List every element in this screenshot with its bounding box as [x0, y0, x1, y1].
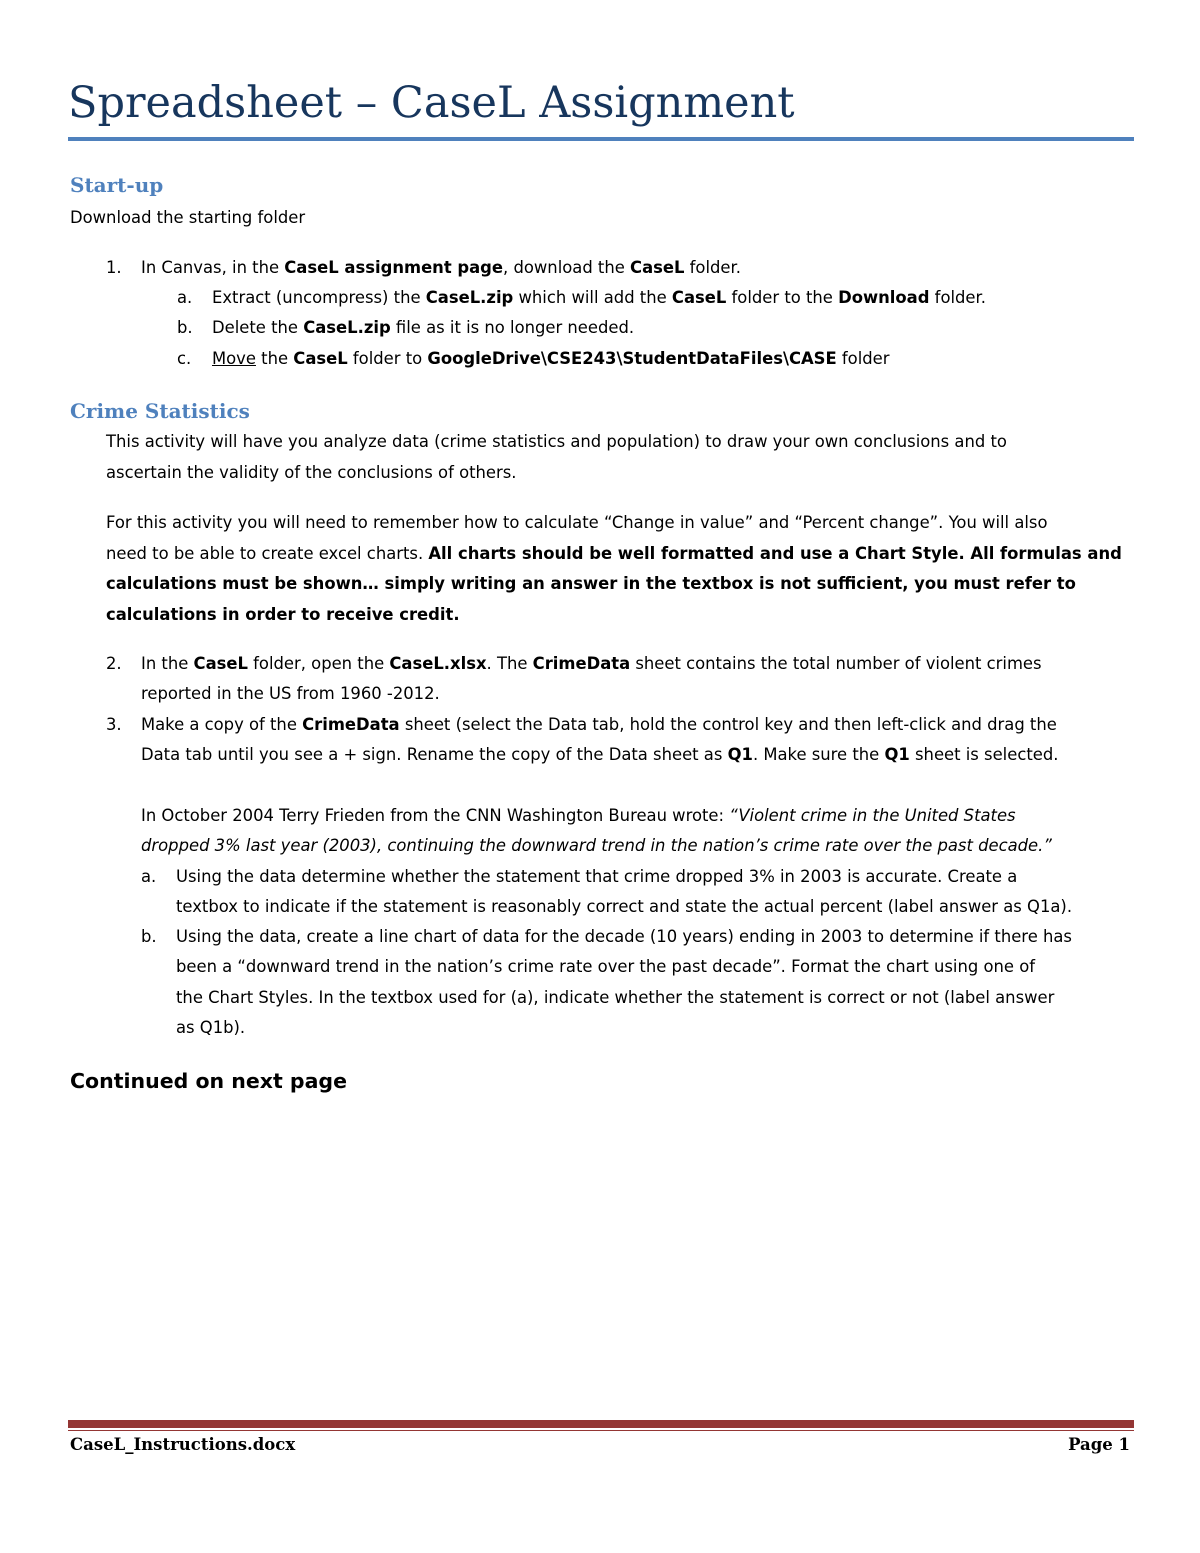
document-title: Spreadsheet – CaseL Assignment	[68, 78, 795, 128]
footer-page-number: Page 1	[1068, 1435, 1130, 1454]
footer-filename: CaseL_Instructions.docx	[70, 1435, 296, 1454]
quote-line: dropped 3% last year (2003), continuing the downward trend in the nation’s crime rate over the past decade.”	[141, 836, 1052, 855]
step3b-text: the Chart Styles. In the textbox used for (a), indicate whether the statement is correct or not (label answer	[176, 988, 1055, 1007]
step1-text: In Canvas, in the CaseL assignment page, download the CaseL folder.	[141, 258, 741, 277]
quote-line: In October 2004 Terry Frieden from the CNN Washington Bureau wrote: “Violent crime in the United States	[141, 806, 1016, 825]
requirements-paragraph-line: calculations must be shown… simply writing an answer in the textbox is not sufficient, you must refer to	[106, 574, 1076, 593]
step1c-text: Move the CaseL folder to GoogleDrive\CSE243\StudentDataFiles\CASE folder	[212, 349, 890, 368]
step3-number: 3.	[106, 715, 122, 734]
step3b-letter: b.	[141, 927, 157, 946]
crime-statistics-heading: Crime Statistics	[70, 399, 250, 423]
requirements-paragraph-line: need to be able to create excel charts. All charts should be well formatted and use a Chart Style. All formulas and	[106, 544, 1122, 563]
step1a-letter: a.	[177, 288, 193, 307]
intro-paragraph-line: This activity will have you analyze data (crime statistics and population) to draw your own conclusions and to	[106, 432, 1007, 451]
step3b-text: Using the data, create a line chart of data for the decade (10 years) ending in 2003 to determine if there has	[176, 927, 1072, 946]
step3-text: Make a copy of the CrimeData sheet (select the Data tab, hold the control key and then left-click and drag the	[141, 715, 1057, 734]
requirements-paragraph-line: calculations in order to receive credit.	[106, 605, 460, 624]
step1c-letter: c.	[177, 349, 192, 368]
intro-paragraph-line: ascertain the validity of the conclusions of others.	[106, 463, 517, 482]
step3a-text: Using the data determine whether the statement that crime dropped 3% in 2003 is accurate. Create a	[176, 867, 1018, 886]
footer-rule-thin	[68, 1430, 1134, 1431]
step3a-text: textbox to indicate if the statement is reasonably correct and state the actual percent (label answer as Q1a).	[176, 897, 1073, 916]
startup-intro: Download the starting folder	[70, 208, 306, 227]
title-underline	[68, 137, 1134, 141]
startup-heading: Start-up	[70, 173, 164, 197]
requirements-paragraph-line: For this activity you will need to remember how to calculate “Change in value” and “Percent change”. You will also	[106, 513, 1048, 532]
step1a-text: Extract (uncompress) the CaseL.zip which will add the CaseL folder to the Download folder.	[212, 288, 986, 307]
step2-number: 2.	[106, 654, 122, 673]
step1b-text: Delete the CaseL.zip file as it is no longer needed.	[212, 318, 635, 337]
step3-text-line2: Data tab until you see a + sign. Rename the copy of the Data sheet as Q1. Make sure the Q1 sheet is selected.	[141, 745, 1059, 764]
continued-note: Continued on next page	[70, 1069, 348, 1093]
step3a-letter: a.	[141, 867, 157, 886]
step3b-text: been a “downward trend in the nation’s crime rate over the past decade”. Format the chart using one of	[176, 957, 1035, 976]
step3b-text: as Q1b).	[176, 1018, 246, 1037]
step1-number: 1.	[106, 258, 122, 277]
step2-text: In the CaseL folder, open the CaseL.xlsx. The CrimeData sheet contains the total number of violent crimes	[141, 654, 1042, 673]
step1b-letter: b.	[177, 318, 193, 337]
step2-text-line2: reported in the US from 1960 -2012.	[141, 684, 440, 703]
footer-rule	[68, 1420, 1134, 1428]
